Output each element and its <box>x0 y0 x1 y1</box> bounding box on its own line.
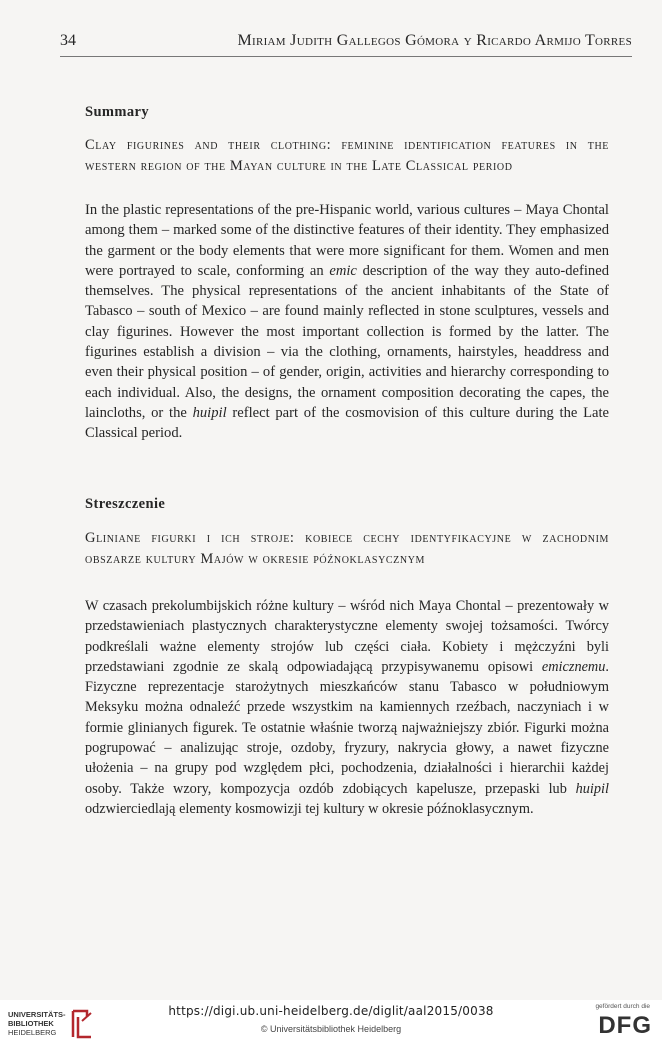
library-name-line3: HEIDELBERG <box>8 1027 57 1037</box>
permalink-url[interactable]: https://digi.ub.uni-heidelberg.de/diglit/aal2015/0038 <box>168 1004 494 1018</box>
streszczenie-heading: Streszczenie <box>85 496 166 512</box>
running-head <box>60 32 632 57</box>
text-run: W czasach prekolumbijskich różne kultury – wśród nich Maya Chontal – prezentowały w przedstawieniach plastycznych charakterystyczne elementy swojej tożsamości. Twórcy podkreślali ważne elementy strojów lub części ciała. Kobiety i mężczyźni byli przedstawiani zgodnie ze skalą odpowiadającą przypisywanemu opisowi <box>85 598 609 675</box>
summary-section <box>85 104 609 444</box>
running-head-authors: Miriam Judith Gallegos Gómora y Ricardo Armijo Torres <box>237 32 632 49</box>
library-name-line2: BIBLIOTHEK <box>8 1018 54 1028</box>
text-run: odzwierciedlają elementy kosmowizji tej kultury w okresie późnoklasycznym. <box>85 800 534 817</box>
italic-term: huipil <box>192 404 227 421</box>
funding-note: gefördert durch die <box>595 1003 650 1010</box>
summary-heading: Summary <box>85 104 150 120</box>
italic-term: emic <box>329 262 357 279</box>
text-run: In the plastic representations of the pre-Hispanic world, various cultures – Maya Chontal among them – marked some of the distinctive features of their identity. They emphasized the garment or the body elements that were more significant for them. Women and men were portrayed to scale, conforming an <box>85 202 609 279</box>
copyright-notice: © Universitätsbibliothek Heidelberg <box>260 1024 402 1034</box>
text-run: . Fizyczne reprezentacje starożytnych mieszkańców stanu Tabasco w południowym Meksyku można odnaleźć przede wszystkim na kamiennych rzeźbach, naczyniach i w formie glinianych figurek. Te ostatnie właśnie tworzą najważniejszy zbiór. Figurki można pogrupować – analizując stroje, ozdoby, fryzury, nakrycia głowy, a nawet fizyczne ułożenia – na grupy pod względem płci, pochodzenia, działalności i hierarchii każdej osoby. Także wzory, kompozycja ozdób zdobiących kapelusze, przepaski lub <box>85 658 609 797</box>
streszczenie-subtitle: Gliniane figurki i ich stroje: kobiece cechy identyfikacyjne w zachodnim obszarze kultury Majów w okresie późnoklasycznym <box>85 530 609 567</box>
digitization-footer <box>0 1000 662 1043</box>
text-run: description of the way they auto-defined themselves. The physical representations of the ancient inhabitants of the State of Tabasco – south of Mexico – are found mainly reflected in stone sculptures, vessels and clay figurines. However the most important collection is formed by the latter. The figurines establish a division – via the clothing, ornaments, hairstyles, headdress and even their physical position – of gender, origin, activities and hierarchy corresponding to each individual. Also, the designs, the ornament composition decorating the capes, the laincloths, or the <box>85 262 609 421</box>
italic-term: huipil <box>575 780 609 797</box>
italic-term: emicznemu <box>541 658 606 675</box>
streszczenie-paragraph <box>85 596 609 819</box>
library-name-line1: UNIVERSITÄTS- <box>8 1009 66 1019</box>
page-number: 34 <box>60 32 76 49</box>
text-run: reflect part of the cosmovision of this culture during the Late Classical period. <box>85 404 610 442</box>
summary-paragraph <box>85 200 609 444</box>
summary-subtitle: Clay figurines and their clothing: feminine identification features in the western region of the Mayan culture in the Late Classical period <box>85 137 609 174</box>
dfg-logo[interactable]: DFG <box>598 1012 652 1039</box>
streszczenie-section <box>85 496 609 819</box>
